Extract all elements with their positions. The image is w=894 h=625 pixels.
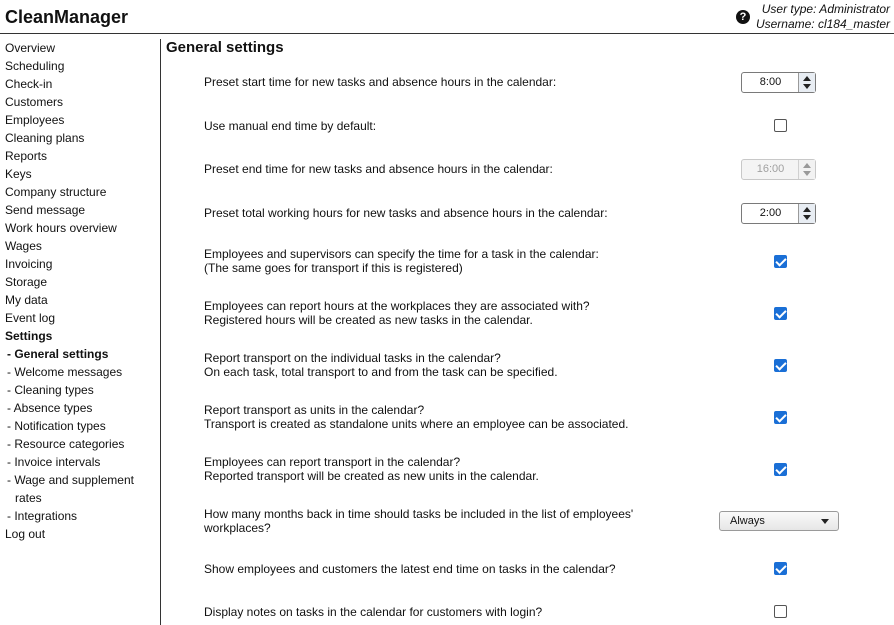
setting-label-line1: Report transport on the individual tasks in the calendar? bbox=[204, 351, 501, 365]
sidebar-item-employees[interactable]: Employees bbox=[5, 113, 65, 127]
sidebar-divider bbox=[160, 39, 161, 625]
sidebar-item-event-log[interactable]: Event log bbox=[5, 311, 56, 325]
spin-down-icon[interactable] bbox=[803, 171, 811, 176]
start-time-value[interactable]: 8:00 bbox=[759, 76, 782, 88]
sidebar-item-cleaning-plans[interactable]: Cleaning plans bbox=[5, 131, 85, 145]
employee-transport-checkbox[interactable] bbox=[774, 463, 787, 476]
setting-label: Display notes on tasks in the calendar for customers with login? bbox=[204, 605, 543, 619]
sidebar-subitem-absence-types[interactable]: - Absence types bbox=[7, 401, 93, 415]
setting-label-line2: Registered hours will be created as new tasks in the calendar. bbox=[204, 313, 533, 327]
spin-down-icon[interactable] bbox=[803, 215, 811, 220]
spinner-buttons[interactable] bbox=[798, 73, 815, 92]
app-title: CleanManager bbox=[5, 7, 129, 27]
setting-label-line1: Employees and supervisors can specify the time for a task in the calendar: bbox=[204, 247, 599, 261]
sidebar-item-customers[interactable]: Customers bbox=[5, 95, 64, 109]
manual-end-time-checkbox[interactable] bbox=[774, 119, 787, 132]
latest-end-time-checkbox[interactable] bbox=[774, 562, 787, 575]
sidebar-item-check-in[interactable]: Check-in bbox=[5, 77, 53, 91]
sidebar-item-storage[interactable]: Storage bbox=[5, 275, 48, 289]
end-time-value[interactable]: 16:00 bbox=[756, 163, 785, 175]
setting-label bbox=[204, 455, 694, 483]
setting-label: Show employees and customers the latest end time on tasks in the calendar? bbox=[204, 562, 616, 576]
setting-label bbox=[204, 351, 694, 379]
end-time-spinner[interactable] bbox=[741, 159, 816, 180]
setting-label bbox=[204, 507, 694, 535]
spinner-buttons[interactable] bbox=[798, 204, 815, 223]
wage-rates-line1: - Wage and supplement bbox=[7, 473, 134, 487]
sidebar-item-overview[interactable]: Overview bbox=[5, 41, 56, 55]
transport-on-tasks-checkbox[interactable] bbox=[774, 359, 787, 372]
sidebar-item-settings[interactable]: Settings bbox=[5, 329, 53, 343]
wage-rates-line2: rates bbox=[15, 491, 42, 505]
sidebar-subitem-resource-categories[interactable]: - Resource categories bbox=[7, 437, 125, 451]
header bbox=[0, 0, 894, 34]
total-hours-spinner[interactable] bbox=[741, 203, 816, 224]
display-notes-checkbox[interactable] bbox=[774, 605, 787, 618]
sidebar-item-scheduling[interactable]: Scheduling bbox=[5, 59, 65, 73]
months-back-select[interactable] bbox=[719, 511, 839, 531]
setting-label-line1: Employees can report hours at the workplaces they are associated with? bbox=[204, 299, 590, 313]
sidebar-subitem-wage-rates[interactable] bbox=[5, 471, 155, 507]
spinner-buttons[interactable] bbox=[798, 160, 815, 179]
setting-label bbox=[204, 403, 694, 431]
setting-label bbox=[204, 299, 694, 327]
total-hours-value[interactable]: 2:00 bbox=[759, 207, 782, 219]
sidebar-subitem-cleaning-types[interactable]: - Cleaning types bbox=[7, 383, 94, 397]
setting-label: Preset total working hours for new tasks and absence hours in the calendar: bbox=[204, 206, 608, 220]
transport-units-checkbox[interactable] bbox=[774, 411, 787, 424]
header-divider bbox=[0, 33, 894, 34]
report-hours-checkbox[interactable] bbox=[774, 307, 787, 320]
sidebar-subitem-welcome-messages[interactable]: - Welcome messages bbox=[7, 365, 123, 379]
setting-label bbox=[204, 247, 694, 275]
chevron-down-icon bbox=[821, 519, 829, 524]
sidebar-item-reports[interactable]: Reports bbox=[5, 149, 48, 163]
sidebar-subitem-general-settings[interactable]: - General settings bbox=[7, 347, 109, 361]
setting-label: Preset start time for new tasks and absence hours in the calendar: bbox=[204, 75, 557, 89]
sidebar-item-send-message[interactable]: Send message bbox=[5, 203, 86, 217]
spin-up-icon[interactable] bbox=[803, 76, 811, 81]
sidebar-item-work-hours-overview[interactable]: Work hours overview bbox=[5, 221, 117, 235]
sidebar-item-wages[interactable]: Wages bbox=[5, 239, 42, 253]
sidebar-item-keys[interactable]: Keys bbox=[5, 167, 32, 181]
setting-label-line1: How many months back in time should tasks be included in the list of employees' bbox=[204, 507, 634, 521]
setting-label-line2: Reported transport will be created as new units in the calendar. bbox=[204, 469, 539, 483]
setting-label: Use manual end time by default: bbox=[204, 119, 377, 133]
setting-label-line1: Employees can report transport in the calendar? bbox=[204, 455, 461, 469]
user-type: User type: Administrator bbox=[761, 2, 890, 16]
setting-label-line2: On each task, total transport to and from the task can be specified. bbox=[204, 365, 558, 379]
main-content bbox=[166, 38, 890, 619]
user-info bbox=[756, 2, 890, 32]
setting-label-line2: Transport is created as standalone units where an employee can be associated. bbox=[204, 417, 629, 431]
sidebar-item-log-out[interactable]: Log out bbox=[5, 527, 46, 541]
months-back-value: Always bbox=[730, 515, 765, 527]
sidebar-subitem-notification-types[interactable]: - Notification types bbox=[7, 419, 106, 433]
specify-time-checkbox[interactable] bbox=[774, 255, 787, 268]
sidebar-item-company-structure[interactable]: Company structure bbox=[5, 185, 107, 199]
sidebar-item-invoicing[interactable]: Invoicing bbox=[5, 257, 53, 271]
setting-label: Preset end time for new tasks and absence hours in the calendar: bbox=[204, 162, 553, 176]
page-title: General settings bbox=[166, 39, 284, 56]
username: Username: cl184_master bbox=[755, 17, 890, 31]
setting-label-line1: Report transport as units in the calendar? bbox=[204, 403, 425, 417]
sidebar-subitem-integrations[interactable]: - Integrations bbox=[7, 509, 78, 523]
setting-label-line2: (The same goes for transport if this is registered) bbox=[204, 261, 463, 275]
start-time-spinner[interactable] bbox=[741, 72, 816, 93]
setting-label-line2: workplaces? bbox=[204, 521, 271, 535]
sidebar-nav bbox=[5, 39, 155, 543]
question-circle-icon[interactable]: ? bbox=[736, 10, 750, 24]
spin-down-icon[interactable] bbox=[803, 84, 811, 89]
sidebar-subitem-invoice-intervals[interactable]: - Invoice intervals bbox=[7, 455, 101, 469]
sidebar-item-my-data[interactable]: My data bbox=[5, 293, 48, 307]
spin-up-icon[interactable] bbox=[803, 207, 811, 212]
spin-up-icon[interactable] bbox=[803, 163, 811, 168]
